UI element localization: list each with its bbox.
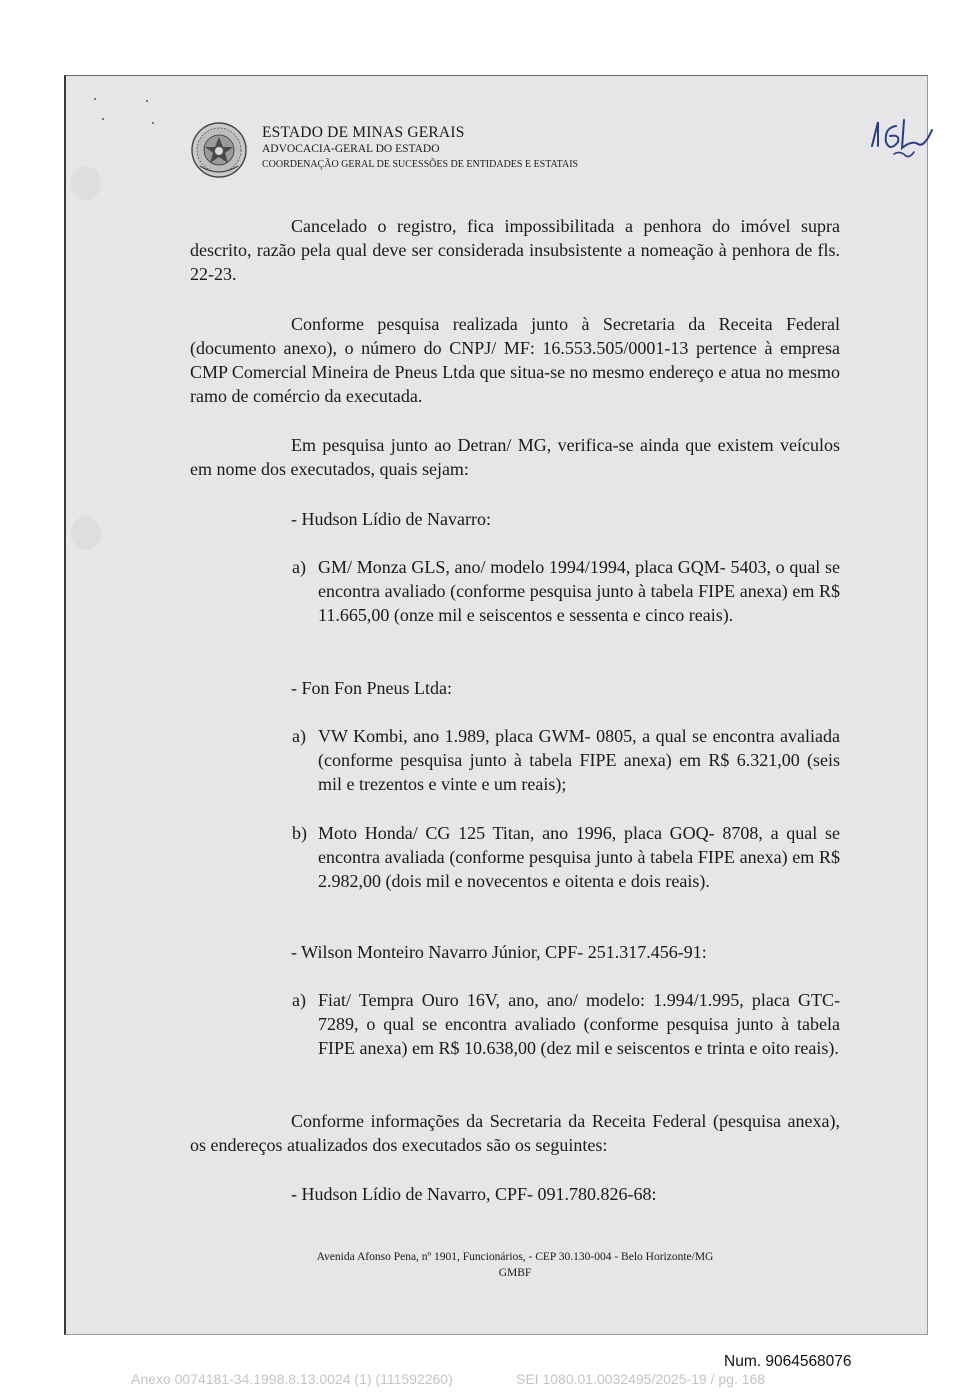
document-number: Num. 9064568076 <box>724 1353 852 1370</box>
list-marker: a) <box>292 990 306 1010</box>
footer-code: GMBF <box>498 1267 532 1279</box>
list-item-text: GM/ Monza GLS, ano/ modelo 1994/1994, placa GQM- 5403, o qual se encontra avaliado (conforme pesquisa junto à tabela FIPE anexa) em R$ 11.665,00 (onze mil e seiscentos e sessenta e cinco reais). <box>318 557 840 625</box>
list-item <box>292 724 840 796</box>
footer-address: Avenida Afonso Pena, nº 1901, Funcionários, - CEP 30.130-004 - Belo Horizonte/MG <box>316 1251 714 1263</box>
scan-speck <box>102 118 104 120</box>
scanned-page <box>64 75 928 1335</box>
scan-speck <box>94 98 96 100</box>
person-heading: - Wilson Monteiro Navarro Júnior, CPF- 251.317.456-91: <box>291 942 707 962</box>
header-department: COORDENAÇÃO GERAL DE SUCESSÕES DE ENTIDADES E ESTATAIS <box>262 159 579 170</box>
header-state: ESTADO DE MINAS GERAIS <box>262 124 465 141</box>
paragraph-registro-cancelado: Cancelado o registro, fica impossibilitada a penhora do imóvel supra descrito, razão pela qual deve ser considerada insubsistente a nomeação à penhora de fls. 22-23. <box>190 216 840 284</box>
annex-reference: Anexo 0074181-34.1998.8.13.0024 (1) (111592260) <box>131 1371 453 1387</box>
person-heading: - Hudson Lídio de Navarro, CPF- 091.780.826-68: <box>291 1184 657 1204</box>
list-item <box>292 555 840 627</box>
paragraph-pesquisa-receita: Conforme pesquisa realizada junto à Secretaria da Receita Federal (documento anexo), o número do CNPJ/ MF: 16.553.505/0001-13 pertence à empresa CMP Comercial Mineira de Pneus Ltda que situa-se no mesmo endereço e atua no mesmo ramo de comércio da executada. <box>190 314 840 406</box>
handwritten-signature-icon <box>866 110 938 162</box>
handwritten-page-number <box>866 110 938 162</box>
state-coat-of-arms-icon <box>190 120 248 180</box>
person-heading: - Fon Fon Pneus Ltda: <box>291 678 453 698</box>
list-item-text: Moto Honda/ CG 125 Titan, ano 1996, placa GOQ- 8708, a qual se encontra avaliada (conforme pesquisa junto à tabela FIPE anexa) em R$ 2.982,00 (dois mil e novecentos e oitenta e dois reais). <box>318 823 840 891</box>
sei-reference: SEI 1080.01.0032495/2025-19 / pg. 168 <box>516 1371 766 1387</box>
punch-hole-shadow <box>71 516 101 550</box>
person-heading: - Hudson Lídio de Navarro: <box>291 509 491 529</box>
list-item-text: Fiat/ Tempra Ouro 16V, ano, ano/ modelo: 1.994/1.995, placa GTC- 7289, o qual se encontra avaliado (conforme pesquisa junto à tabela FIPE anexa) em R$ 10.638,00 (dez mil e seiscentos e trinta e oito reais). <box>318 990 840 1058</box>
scan-speck <box>146 100 148 102</box>
punch-hole-shadow <box>71 166 101 200</box>
scan-speck <box>152 122 154 124</box>
list-item <box>292 821 840 893</box>
list-marker: b) <box>292 823 307 843</box>
list-marker: a) <box>292 726 306 746</box>
paragraph-pesquisa-detran: Em pesquisa junto ao Detran/ MG, verifica-se ainda que existem veículos em nome dos executados, quais sejam: <box>190 435 840 479</box>
list-item-text: VW Kombi, ano 1.989, placa GWM- 0805, a qual se encontra avaliada (conforme pesquisa junto à tabela FIPE anexa) em R$ 6.321,00 (seis mil e trezentos e vinte e um reais); <box>318 726 840 794</box>
list-marker: a) <box>292 557 306 577</box>
header-agency: ADVOCACIA-GERAL DO ESTADO <box>262 143 440 155</box>
list-item <box>292 988 840 1060</box>
letterhead <box>262 123 578 172</box>
paragraph-enderecos: Conforme informações da Secretaria da Receita Federal (pesquisa anexa), os endereços atualizados dos executados são os seguintes: <box>190 1111 840 1155</box>
